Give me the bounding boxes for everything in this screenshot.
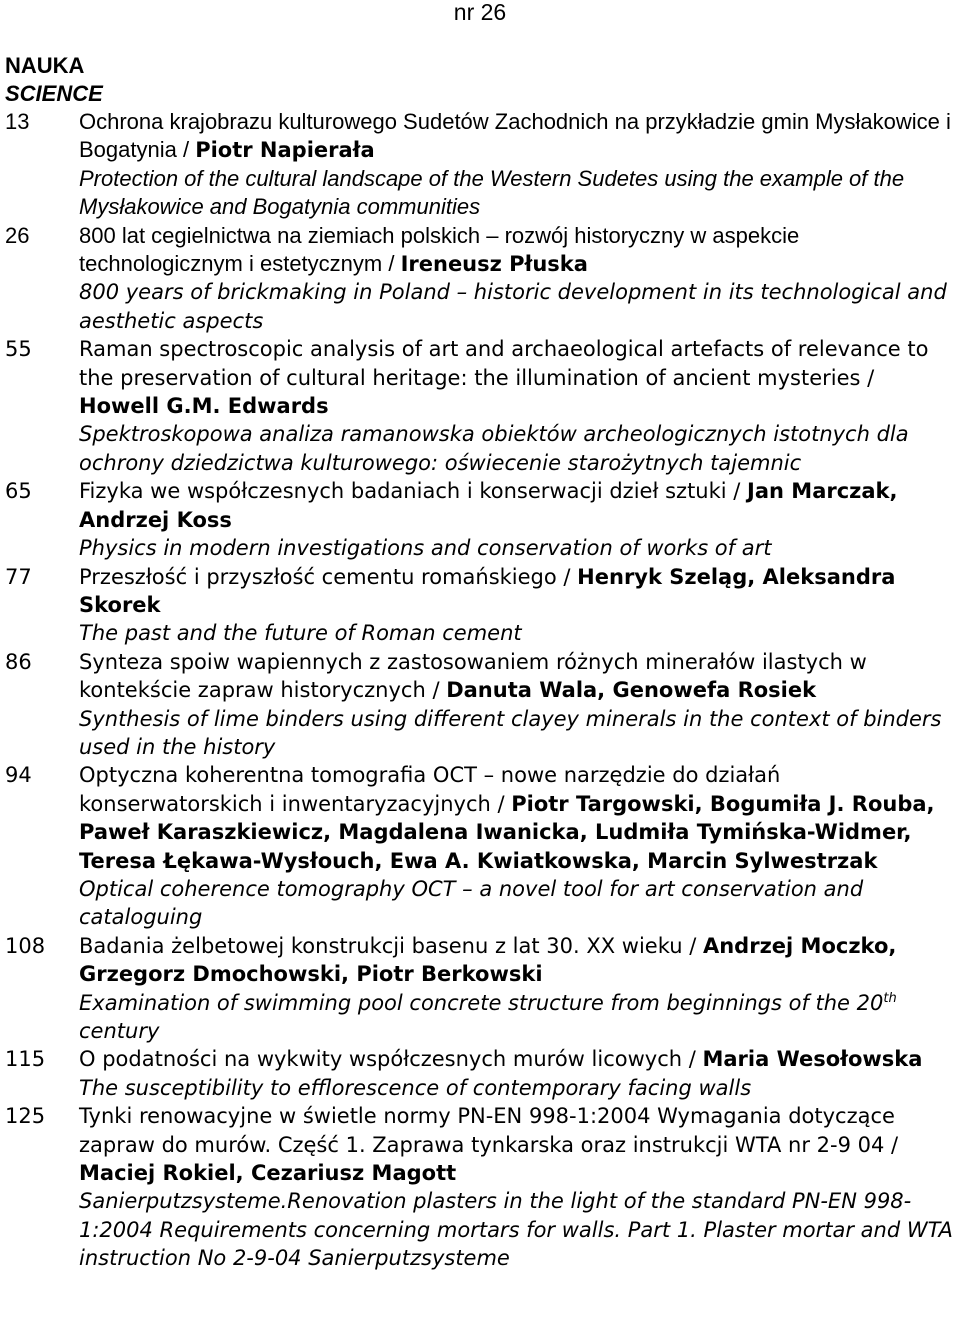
page-number: 55 bbox=[5, 337, 32, 362]
page-number: 94 bbox=[5, 763, 32, 788]
title-pl: Raman spectroscopic analysis of art and archaeological artefacts of relevance to the preservation of cultural heritage: the illumination of ancient mysteries / Howell G.M. Edwards bbox=[79, 337, 929, 419]
title-pl: Optyczna koherentna tomografia OCT – nowe narzędzie do działań konserwatorskich i inwentaryzacyjnych / Piotr Targowski, Bogumiła J. Rouba, Paweł Karaszkiewicz, Magdalena Iwanicka, Ludmiła Tymińska-Widmer, Teresa Łękawa-Wysłouch, Ewa A. Kwiatkowska, Marcin Sylwestrzak bbox=[79, 763, 935, 873]
authors: Howell G.M. Edwards bbox=[79, 394, 329, 419]
title-pl: Przeszłość i przyszłość cementu romańskiego / Henryk Szeląg, Aleksandra Skorek bbox=[79, 564, 896, 617]
toc-entry bbox=[5, 1045, 955, 1102]
page-number: 13 bbox=[5, 109, 30, 134]
title-en: 800 years of brickmaking in Poland – historic development in its technological and aesthetic aspects bbox=[79, 280, 947, 333]
title-en: The past and the future of Roman cement bbox=[79, 621, 522, 646]
title-pl: 800 lat cegielnictwa na ziemiach polskich – rozwój historyczny w aspekcie technologicznym i estetycznym / Ireneusz Płuska bbox=[79, 222, 800, 277]
authors: Maria Wesołowska bbox=[702, 1047, 923, 1072]
title-en: Protection of the cultural landscape of the Western Sudetes using the example of the Mysłakowice and Bogatynia communities bbox=[79, 165, 905, 220]
page-number: 26 bbox=[5, 222, 30, 248]
toc-entry bbox=[5, 477, 955, 562]
toc-entry bbox=[5, 563, 955, 648]
authors: Ireneusz Płuska bbox=[400, 252, 588, 277]
title-en: Spektroskopowa analiza ramanowska obiektów archeologicznych istotnych dla ochrony dziedzictwa kulturowego: oświecenie starożytnych tajemnic bbox=[79, 422, 909, 475]
page-number: 125 bbox=[5, 1104, 46, 1129]
title-en: Sanierputzsysteme.Renovation plasters in the light of the standard PN-EN 998-1:2004 Requirements concerning mortars for walls. Part 1. Plaster mortar and WTA instruction No 2-9-04 Sanierputzsysteme bbox=[79, 1189, 953, 1271]
authors: Andrzej Moczko, Grzegorz Dmochowski, Piotr Berkowski bbox=[79, 933, 897, 987]
issue-number: nr 26 bbox=[453, 0, 507, 25]
authors: Danuta Wala, Genowefa Rosiek bbox=[446, 678, 817, 703]
title-pl: Synteza spoiw wapiennych z zastosowaniem różnych minerałów ilastych w kontekście zapraw historycznych / Danuta Wala, Genowefa Rosiek bbox=[79, 649, 867, 703]
toc-entry bbox=[5, 335, 955, 477]
page-number: 115 bbox=[5, 1047, 46, 1072]
authors: Jan Marczak, Andrzej Koss bbox=[79, 479, 898, 532]
title-pl: Badania żelbetowej konstrukcji basenu z lat 30. XX wieku / Andrzej Moczko, Grzegorz Dmochowski, Piotr Berkowski bbox=[79, 933, 897, 987]
title-en: Physics in modern investigations and conservation of works of art bbox=[79, 536, 772, 561]
page-number: 77 bbox=[5, 564, 32, 589]
title-en: Optical coherence tomography OCT – a novel tool for art conservation and cataloguing bbox=[79, 876, 864, 930]
authors: Henryk Szeląg, Aleksandra Skorek bbox=[79, 564, 896, 617]
title-en: The susceptibility to efflorescence of contemporary facing walls bbox=[79, 1075, 752, 1100]
page-number: 108 bbox=[5, 933, 46, 958]
toc-entry bbox=[5, 761, 955, 931]
title-pl: O podatności na wykwity współczesnych murów licowych / Maria Wesołowska bbox=[79, 1047, 923, 1072]
title-pl: Fizyka we współczesnych badaniach i konserwacji dzieł sztuki / Jan Marczak, Andrzej Koss bbox=[79, 479, 898, 532]
toc-entry bbox=[5, 648, 955, 762]
page-number: 86 bbox=[5, 649, 32, 674]
title-en: Examination of swimming pool concrete structure from beginnings of the 20th century bbox=[79, 990, 897, 1043]
title-en: Synthesis of lime binders using different clayey minerals in the context of binders used in the history bbox=[79, 706, 942, 759]
authors: Maciej Rokiel, Cezariusz Magott bbox=[79, 1161, 457, 1186]
toc-entry bbox=[5, 1102, 955, 1272]
table-of-contents bbox=[5, 108, 955, 1273]
toc-entry bbox=[5, 932, 955, 1046]
section-heading-pl: NAUKA bbox=[5, 53, 85, 78]
authors: Piotr Napierała bbox=[195, 138, 375, 163]
page-number: 65 bbox=[5, 479, 32, 504]
section-heading-en: SCIENCE bbox=[5, 81, 103, 106]
toc-entry bbox=[5, 108, 955, 222]
title-pl: Ochrona krajobrazu kulturowego Sudetów Zachodnich na przykładzie gmin Mysłakowice i Bogatynia / Piotr Napierała bbox=[79, 109, 951, 163]
toc-entry bbox=[5, 222, 955, 336]
authors: Piotr Targowski, Bogumiła J. Rouba, Paweł Karaszkiewicz, Magdalena Iwanicka, Ludmiła Tymińska-Widmer, Teresa Łękawa-Wysłouch, Ewa A. Kwiatkowska, Marcin Sylwestrzak bbox=[79, 791, 935, 873]
title-pl: Tynki renowacyjne w świetle normy PN-EN 998-1:2004 Wymagania dotyczące zapraw do murów. Część 1. Zaprawa tynkarska oraz instrukcji WTA nr 2-9 04 / Maciej Rokiel, Cezariusz Magott bbox=[79, 1104, 899, 1186]
